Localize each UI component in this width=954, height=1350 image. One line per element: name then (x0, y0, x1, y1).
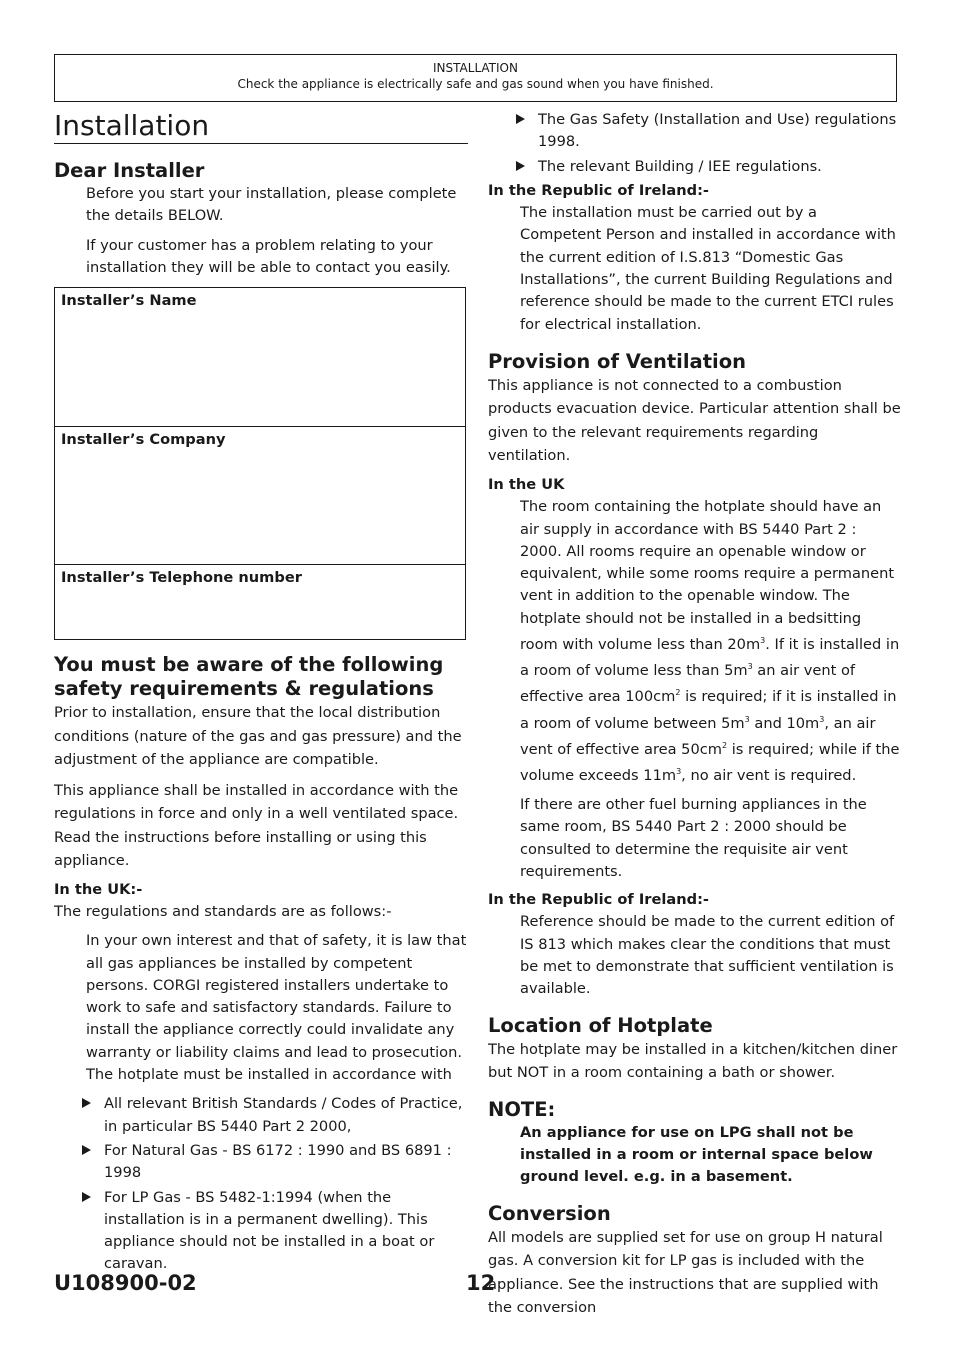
location-heading: Location of Hotplate (488, 1013, 713, 1037)
regulations-list (488, 109, 902, 178)
ventilation-uk-text: The room containing the hotplate should have an air supply in accordance with BS 5440 Part 2 : 2000. All rooms require an openable window or equivalent, while some rooms require a permanent vent in addition to the openable window. The hotplate should not be installed in a bedsitting room with volume less than $20m^3$. If it is installed in a room of volume less than $5m^3$ an air vent of effective area $100cm^2$ is required; if it is installed in a room of volume between $5m^3$ and $10m^3$, an air vent of effective area $50cm^2$ is required; while if the volume exceeds $11m^3$, no air vent is required. (520, 498, 900, 784)
installer-company-label: Installer’s Company (61, 431, 226, 449)
ventilation-roi-label: In the Republic of Ireland:- (488, 891, 709, 909)
right-column (488, 109, 902, 1320)
safety-heading: You must be aware of the following safety requirements & regulations (54, 653, 444, 701)
header-box (54, 54, 897, 102)
safety-uk-text: In your own interest and that of safety, it is law that all gas appliances be installed by competent persons. CORGI registered installers undertake to work to safe and satisfactory standards. Failure to install the appliance correctly could invalidate any warranty or liability claims and lead to prosecution. The hotplate must be installed in accordance with (86, 932, 467, 1084)
location-text: The hotplate may be installed in a kitchen/kitchen diner but NOT in a room containing a bath or shower. (488, 1040, 898, 1082)
list-item: For Natural Gas - BS 6172 : 1990 and BS 6891 : 1998 (54, 1140, 468, 1185)
ventilation-roi-text: Reference should be made to the current edition of IS 813 which makes clear the conditions that must be met to demonstrate that sufficient ventilation is available. (520, 913, 895, 998)
dear-installer-heading: Dear Installer (54, 159, 205, 182)
header-subtitle: Check the appliance is electrically safe and gas sound when you have finished. (237, 77, 714, 91)
document-code: U108900-02 (54, 1271, 197, 1295)
safety-p1: Prior to installation, ensure that the local distribution conditions (nature of the gas and gas pressure) and the adjustment of the appliance are compatible. (54, 704, 462, 769)
conversion-heading: Conversion (488, 1201, 611, 1225)
list-item: All relevant British Standards / Codes of Practice, in particular BS 5440 Part 2 2000, (54, 1093, 468, 1138)
dear-installer-p1: Before you start your installation, please complete the details BELOW. (86, 185, 457, 225)
bullet-arrow-icon (82, 1098, 91, 1108)
roi-label: In the Republic of Ireland:- (488, 181, 709, 199)
bullet-arrow-icon (82, 1192, 91, 1202)
safety-uk-label: In the UK:- (54, 880, 143, 898)
list-item: The relevant Building / IEE regulations. (488, 156, 902, 178)
bullet-arrow-icon (516, 161, 525, 171)
installer-phone-field[interactable] (55, 564, 465, 639)
ventilation-uk-label: In the UK (488, 475, 565, 493)
installer-name-label: Installer’s Name (61, 292, 197, 310)
ventilation-intro: This appliance is not connected to a combustion products evacuation device. Particular attention shall be given to the relevant requirements regarding ventilation. (488, 376, 901, 465)
list-item: For LP Gas - BS 5482-1:1994 (when the installation is in a permanent dwelling). This appliance should not be installed in a boat or caravan. (54, 1187, 468, 1276)
installer-company-field[interactable] (55, 426, 465, 564)
ventilation-heading: Provision of Ventilation (488, 349, 746, 373)
safety-uk-intro: The regulations and standards are as follows:- (54, 902, 392, 920)
conversion-text: All models are supplied set for use on group H natural gas. A conversion kit for LP gas is included with the appliance. See the instructions that are supplied with the conversion (488, 1228, 883, 1317)
list-item: The Gas Safety (Installation and Use) regulations 1998. (488, 109, 902, 154)
bullet-arrow-icon (82, 1145, 91, 1155)
installer-details-form (54, 287, 466, 640)
note-text: An appliance for use on LPG shall not be installed in a room or internal space below ground level. e.g. in a basement. (520, 1123, 873, 1186)
ventilation-uk-p2: If there are other fuel burning appliances in the same room, BS 5440 Part 2 : 2000 should be consulted to determine the requisite air vent requirements. (520, 795, 867, 880)
left-column (54, 110, 468, 1276)
installer-phone-label: Installer’s Telephone number (61, 569, 302, 587)
dear-installer-p2: If your customer has a problem relating to your installation they will be able to contact you easily. (86, 236, 451, 276)
header-label: INSTALLATION (433, 61, 518, 75)
page-title: Installation (54, 110, 468, 144)
page-number: 12 (466, 1271, 496, 1295)
note-heading: NOTE: (488, 1097, 556, 1121)
roi-text: The installation must be carried out by a Competent Person and installed in accordance with the current edition of I.S.813 “Domestic Gas Installations”, the current Building Regulations and reference should be made to the current ETCI rules for electrical installation. (520, 204, 896, 333)
bullet-arrow-icon (516, 114, 525, 124)
safety-p2: This appliance shall be installed in accordance with the regulations in force and only in a well ventilated space. Read the instructions before installing or using this appliance. (54, 781, 459, 870)
uk-standards-list (54, 1093, 468, 1275)
installer-name-field[interactable] (55, 288, 465, 426)
